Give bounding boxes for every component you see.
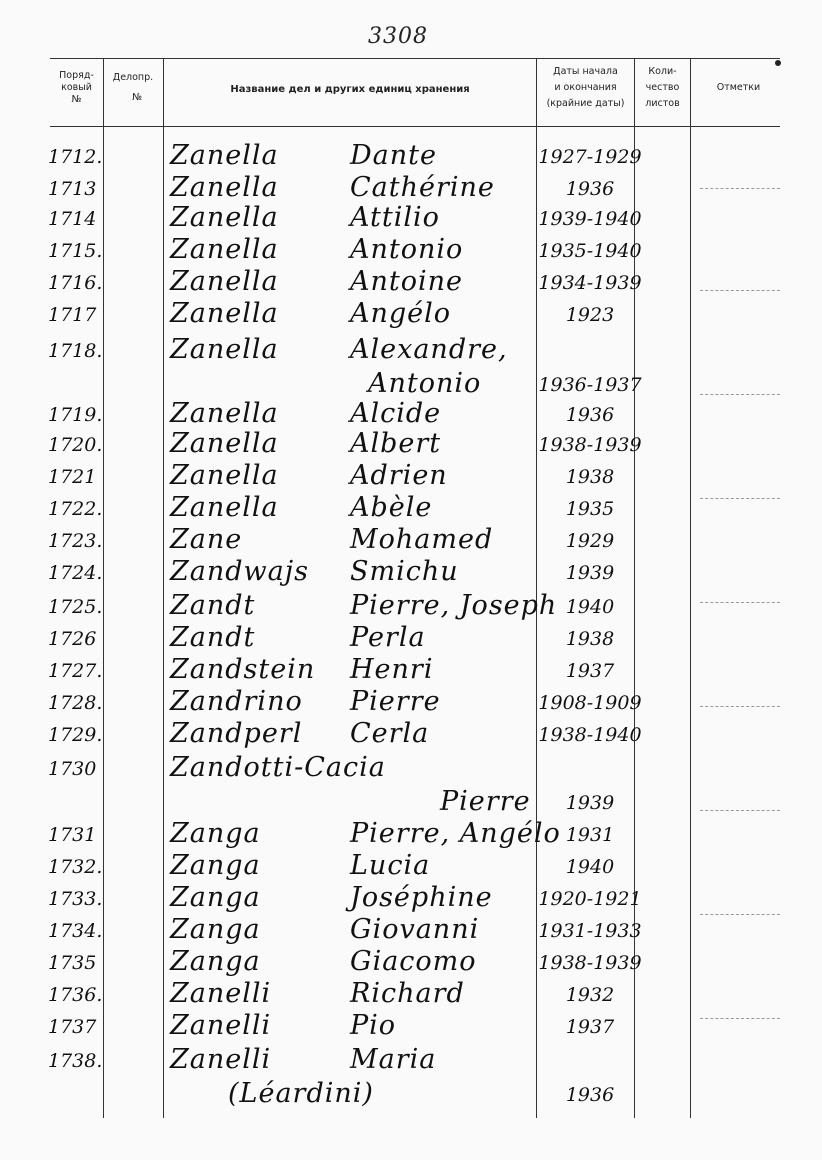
col-divider-3 bbox=[536, 58, 537, 1118]
row-given-name: Giovanni bbox=[350, 914, 480, 945]
row-given-name: Lucia bbox=[350, 850, 431, 881]
row-surname: Zanelli bbox=[170, 1010, 272, 1041]
row-surname: Zanella bbox=[170, 234, 279, 265]
row-surname: Zandstein bbox=[170, 654, 316, 685]
row-surname: Zandt bbox=[170, 590, 256, 621]
table-top-rule bbox=[50, 58, 780, 59]
row-surname: Zanella bbox=[170, 460, 279, 491]
row-given-name: Dante bbox=[350, 140, 437, 171]
row-surname: Zandperl bbox=[170, 718, 303, 749]
row-date: 1939 bbox=[565, 562, 615, 584]
header-sheets-line: чество bbox=[645, 82, 680, 93]
row-given-name-continued: (Léardini) bbox=[228, 1078, 374, 1109]
row-given-name: Albert bbox=[350, 428, 442, 459]
row-surname: Zanella bbox=[170, 398, 279, 429]
row-surname: Zanella bbox=[170, 202, 279, 233]
row-surname: Zanella bbox=[170, 266, 279, 297]
row-given-name: Angélo bbox=[350, 298, 452, 329]
row-number: 1726 bbox=[48, 628, 97, 650]
row-date: 1937 bbox=[565, 1016, 615, 1038]
row-number: 1714 bbox=[48, 208, 97, 230]
row-given-name: Maria bbox=[350, 1044, 437, 1075]
row-number: 1725. bbox=[48, 596, 103, 618]
row-given-name-continued: Pierre bbox=[440, 786, 531, 817]
notes-guide-line bbox=[700, 1018, 780, 1019]
row-number: 1718. bbox=[48, 340, 103, 362]
header-delo-number bbox=[104, 72, 162, 104]
row-given-name: Cerla bbox=[350, 718, 430, 749]
header-sheets-line: Коли- bbox=[648, 66, 677, 77]
row-surname: Zandrino bbox=[170, 686, 303, 717]
notes-guide-line bbox=[700, 498, 780, 499]
row-date: 1934-1939 bbox=[538, 272, 642, 294]
row-number: 1713 bbox=[48, 178, 97, 200]
row-given-name: Perla bbox=[350, 622, 426, 653]
row-number: 1737 bbox=[48, 1016, 97, 1038]
row-date: 1936 bbox=[565, 404, 615, 426]
row-given-name: Giacomo bbox=[350, 946, 477, 977]
row-surname: Zane bbox=[170, 524, 243, 555]
row-date: 1938-1939 bbox=[538, 952, 642, 974]
row-number: 1715. bbox=[48, 240, 103, 262]
row-date: 1940 bbox=[565, 856, 615, 878]
row-given-name: Pierre bbox=[350, 686, 441, 717]
row-date: 1938 bbox=[565, 466, 615, 488]
row-given-name: Pierre, Angélo bbox=[350, 818, 561, 849]
row-number: 1716. bbox=[48, 272, 103, 294]
row-date: 1935-1940 bbox=[538, 240, 642, 262]
row-given-name: Adrien bbox=[350, 460, 448, 491]
row-date: 1940 bbox=[565, 596, 615, 618]
row-surname: Zanga bbox=[170, 946, 261, 977]
row-surname: Zanga bbox=[170, 914, 261, 945]
row-surname: Zandt bbox=[170, 622, 256, 653]
header-sheets-line: листов bbox=[645, 98, 680, 109]
row-given-name: Pierre, Joseph bbox=[350, 590, 558, 621]
row-given-name: Attilio bbox=[350, 202, 440, 233]
notes-guide-line bbox=[700, 602, 780, 603]
row-given-name: Antoine bbox=[350, 266, 463, 297]
notes-guide-line bbox=[700, 188, 780, 189]
row-surname: Zanella bbox=[170, 334, 279, 365]
row-number: 1719. bbox=[48, 404, 103, 426]
row-number: 1729. bbox=[48, 724, 103, 746]
row-number: 1722. bbox=[48, 498, 103, 520]
row-number: 1712. bbox=[48, 146, 103, 168]
row-surname: Zanelli bbox=[170, 1044, 272, 1075]
row-given-name: Smichu bbox=[350, 556, 459, 587]
row-number: 1734. bbox=[48, 920, 103, 942]
row-number: 1723. bbox=[48, 530, 103, 552]
row-number: 1738. bbox=[48, 1050, 103, 1072]
binding-hole-mark bbox=[775, 60, 781, 66]
row-number: 1727. bbox=[48, 660, 103, 682]
row-number: 1720. bbox=[48, 434, 103, 456]
row-date: 1920-1921 bbox=[538, 888, 642, 910]
row-given-name: Cathérine bbox=[350, 172, 495, 203]
row-given-name-continued: Antonio bbox=[368, 368, 482, 399]
row-given-name: Henri bbox=[350, 654, 434, 685]
row-surname: Zanella bbox=[170, 172, 279, 203]
notes-guide-line bbox=[700, 810, 780, 811]
row-date: 1929 bbox=[565, 530, 615, 552]
row-number: 1732. bbox=[48, 856, 103, 878]
header-order-line: Поряд- bbox=[59, 70, 94, 81]
row-number: 1730 bbox=[48, 758, 97, 780]
row-surname: Zanella bbox=[170, 140, 279, 171]
notes-guide-line bbox=[700, 914, 780, 915]
header-order-number bbox=[50, 70, 103, 106]
row-date: 1923 bbox=[565, 304, 615, 326]
row-date: 1931-1933 bbox=[538, 920, 642, 942]
header-dates-line: и окончания bbox=[554, 82, 617, 93]
row-number: 1733. bbox=[48, 888, 103, 910]
row-date: 1938-1940 bbox=[538, 724, 642, 746]
row-given-name: Richard bbox=[350, 978, 465, 1009]
row-date: 1936 bbox=[565, 178, 615, 200]
header-bottom-rule bbox=[50, 126, 780, 127]
row-given-name: Antonio bbox=[350, 234, 464, 265]
row-surname: Zanella bbox=[170, 492, 279, 523]
row-date: 1939-1940 bbox=[538, 208, 642, 230]
row-surname: Zanga bbox=[170, 818, 261, 849]
col-divider-5 bbox=[690, 58, 691, 1118]
row-number: 1717 bbox=[48, 304, 97, 326]
row-number: 1731 bbox=[48, 824, 97, 846]
row-given-name: Pio bbox=[350, 1010, 397, 1041]
notes-guide-line bbox=[700, 394, 780, 395]
notes-guide-line bbox=[700, 290, 780, 291]
row-date: 1937 bbox=[565, 660, 615, 682]
page-number: 3308 bbox=[368, 24, 428, 49]
header-dates bbox=[537, 66, 634, 110]
row-number: 1721 bbox=[48, 466, 97, 488]
row-surname: Zanella bbox=[170, 298, 279, 329]
header-delo-line: Делопр. bbox=[112, 72, 154, 83]
row-date: 1927-1929 bbox=[538, 146, 642, 168]
row-date: 1938-1939 bbox=[538, 434, 642, 456]
row-date: 1931 bbox=[565, 824, 615, 846]
row-surname: Zandwajs bbox=[170, 556, 309, 587]
row-date: 1936 bbox=[565, 1084, 615, 1106]
row-given-name: Alexandre, bbox=[350, 334, 508, 365]
row-date: 1908-1909 bbox=[538, 692, 642, 714]
header-sheets bbox=[635, 66, 690, 110]
row-date: 1936-1937 bbox=[538, 374, 642, 396]
header-notes: Отметки bbox=[716, 82, 761, 93]
row-given-name: Joséphine bbox=[350, 882, 493, 913]
row-number: 1735 bbox=[48, 952, 97, 974]
row-number: 1736. bbox=[48, 984, 103, 1006]
row-date: 1938 bbox=[565, 628, 615, 650]
row-given-name: Alcide bbox=[350, 398, 442, 429]
row-surname: Zanelli bbox=[170, 978, 272, 1009]
row-number: 1728. bbox=[48, 692, 103, 714]
row-date: 1939 bbox=[565, 792, 615, 814]
row-surname: Zandotti-Cacia bbox=[170, 752, 386, 783]
row-surname: Zanella bbox=[170, 428, 279, 459]
row-date: 1935 bbox=[565, 498, 615, 520]
header-title: Название дел и других единиц хранения bbox=[230, 84, 470, 95]
row-number: 1724. bbox=[48, 562, 103, 584]
row-date: 1932 bbox=[565, 984, 615, 1006]
header-dates-line: (крайние даты) bbox=[546, 98, 625, 109]
row-given-name: Mohamed bbox=[350, 524, 494, 555]
col-divider-2 bbox=[163, 58, 164, 1118]
header-delo-line: № bbox=[132, 92, 142, 103]
header-order-line: ковый bbox=[61, 82, 92, 93]
notes-guide-line bbox=[700, 706, 780, 707]
header-order-line: № bbox=[71, 94, 82, 105]
row-surname: Zanga bbox=[170, 850, 261, 881]
header-dates-line: Даты начала bbox=[553, 66, 618, 77]
row-given-name: Abèle bbox=[350, 492, 433, 523]
row-surname: Zanga bbox=[170, 882, 261, 913]
